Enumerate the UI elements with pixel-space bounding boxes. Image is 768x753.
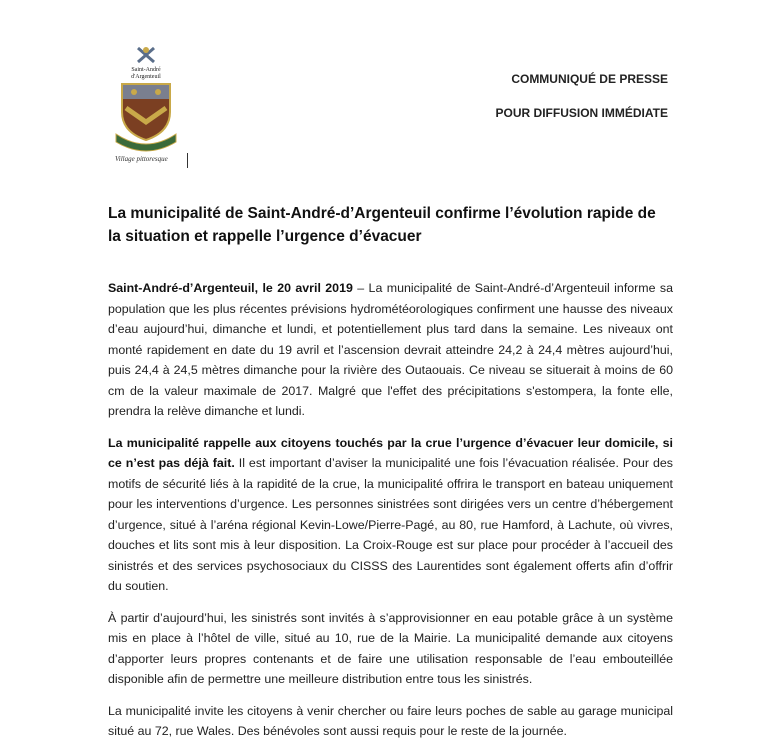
municipal-coat-of-arms xyxy=(108,42,186,170)
paragraph-2: La municipalité rappelle aux citoyens touchés par la crue l’urgence d’évacuer leur domicile, si ce n’est pas déjà fait. Il est important d’aviser la municipalité une fois l’évacuation réalisée. Pour des motifs de sécurité liés à la rapidité de la crue, la municipalité offrira le transport en bateau uniquement pour les interventions d’urgence. Les personnes sinistrées sont dirigées vers un centre d’hébergement d’urgence, situé à l’aréna régional Kevin-Lowe/Pierre-Pagé, au 80, rue Hamford, à Lachute, où vivres, douches et lits sont mis à leur disposition. La Croix-Rouge est sur place pour procéder à l’accueil des sinistrés et des services psychosociaux du CISSS des Laurentides sont également offerts afin d’offrir du soutien. xyxy=(108,435,673,593)
dateline: Saint-André-d’Argenteuil, le 20 avril 2019 xyxy=(108,281,353,295)
logo-line2: d'Argenteuil xyxy=(131,74,161,80)
document-title: La municipalité de Saint-André-d’Argenteuil confirme l’évolution rapide de la situation et rappelle l’urgence d’évacuer xyxy=(108,205,656,245)
immediate-release-label: POUR DIFFUSION IMMÉDIATE xyxy=(495,106,668,120)
crest-keys-icon xyxy=(138,47,154,62)
logo-line1: Saint-André xyxy=(131,67,161,73)
text-cursor xyxy=(187,153,188,168)
press-release-label: COMMUNIQUÉ DE PRESSE xyxy=(511,72,668,86)
document-body xyxy=(108,278,673,753)
shield-icon xyxy=(122,84,170,140)
paragraph-3: À partir d’aujourd’hui, les sinistrés sont invités à s’approvisionner en eau potable grâce à un système mis en place à l’hôtel de ville, situé au 10, rue de la Mairie. La municipalité demande aux citoyens d’apporter leurs propres contenants et de faire une utilisation responsable de l’eau embouteillée disponible afin de permettre une meilleure distribution entre tous les sinistrés. xyxy=(108,610,673,686)
paragraph-1: Saint-André-d’Argenteuil, le 20 avril 2019 – La municipalité de Saint-André-d’Argenteuil informe sa population que les plus récentes prévisions hydrométéorologiques confirment une hausse des niveaux d’eau aujourd’hui, dimanche et lundi, et potentiellement plus tard dans la semaine. Les niveaux ont monté rapidement en date du 19 avril et l’ascension devrait atteindre 24,2 à 24,4 mètres aujourd’hui, puis 24,4 à 24,5 mètres dimanche pour la rivière des Outaouais. Ce niveau se situerait à moins de 60 cm de la valeur maximale de 2017. Malgré que l'effet des précipitations s'estompera, la fonte elle, prendra la relève dimanche et lundi. xyxy=(108,281,673,418)
paragraph-4: La municipalité invite les citoyens à venir chercher ou faire leurs poches de sable au garage municipal situé au 72, rue Wales. Des bénévoles sont aussi requis pour le reste de la journée. xyxy=(108,703,673,738)
evacuation-notice: La municipalité rappelle aux citoyens touchés par la crue l’urgence d’évacuer leur domicile, si ce n’est pas déjà fait. xyxy=(108,435,673,470)
logo-caption: Village pittoresque xyxy=(115,155,168,163)
press-header xyxy=(496,71,668,139)
